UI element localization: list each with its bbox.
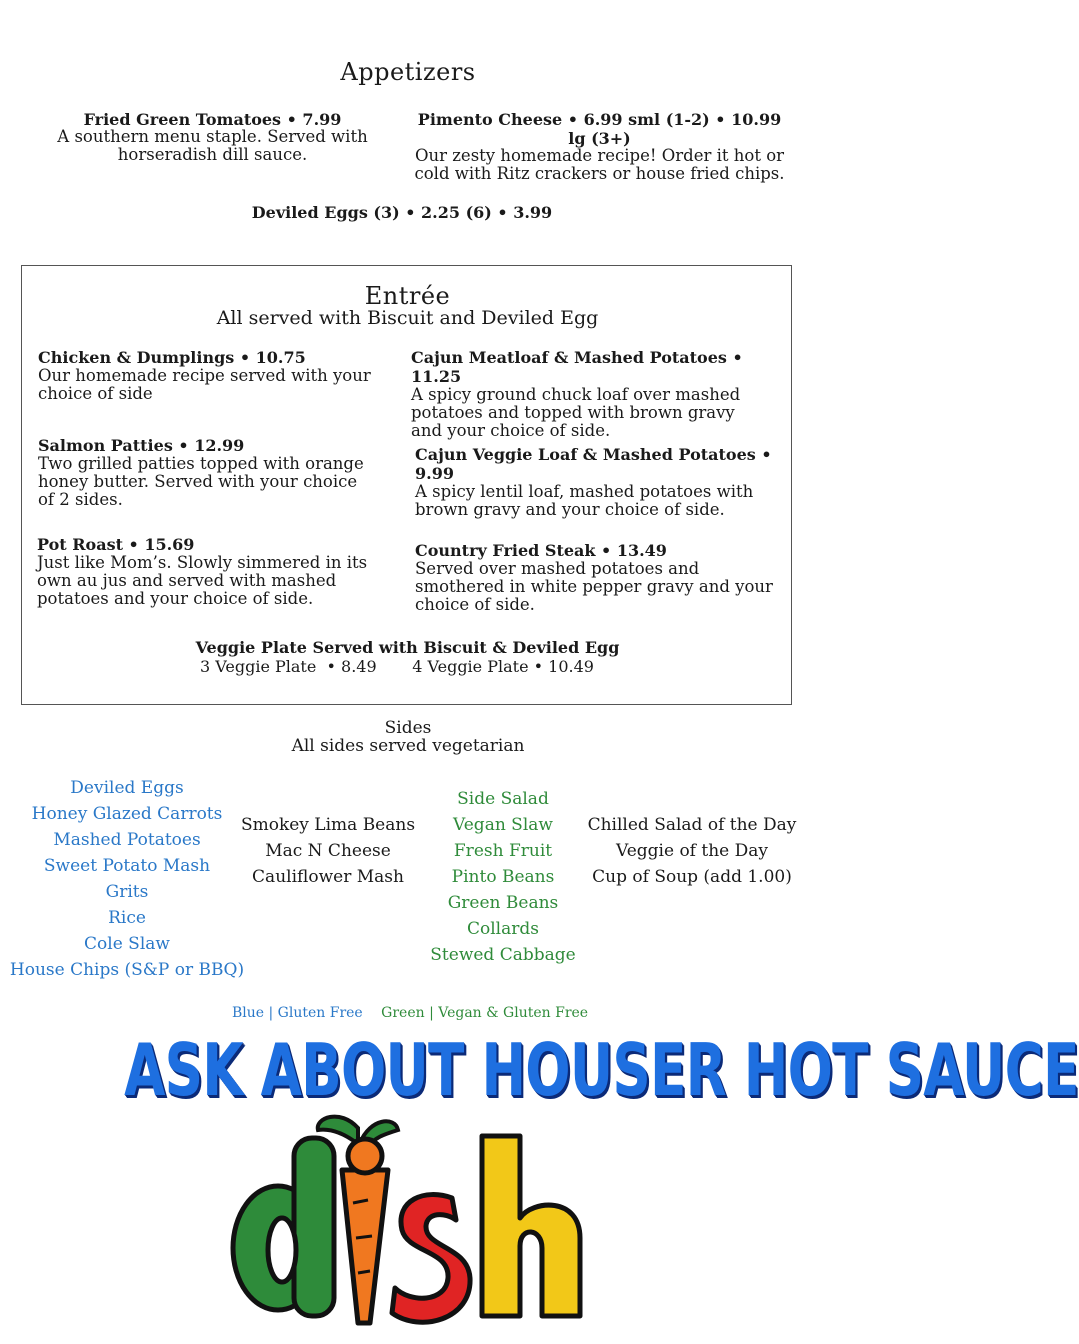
entree-item bbox=[38, 348, 388, 403]
logo-letter-s bbox=[392, 1195, 470, 1323]
item-name: Country Fried Steak • 13.49 bbox=[415, 541, 667, 560]
sides-heading: Sides bbox=[384, 718, 432, 738]
veggie-plate-title: Veggie Plate Served with Biscuit & Deviled Egg bbox=[195, 638, 620, 657]
side-item: Cole Slaw bbox=[84, 934, 170, 954]
item-description: Our homemade recipe served with your choice of side bbox=[38, 366, 371, 403]
entree-item bbox=[37, 535, 377, 608]
side-item: Veggie of the Day bbox=[616, 841, 768, 861]
side-item: Cup of Soup (add 1.00) bbox=[592, 867, 792, 887]
side-item: Vegan Slaw bbox=[453, 815, 553, 835]
side-item: Deviled Eggs bbox=[70, 778, 184, 798]
legend-green: Green | Vegan & Gluten Free bbox=[381, 1005, 589, 1021]
entree-item bbox=[415, 445, 783, 519]
logo-letter-d bbox=[233, 1138, 334, 1316]
item-description: Two grilled patties topped with orange honey butter. Served with your choice of 2 sides. bbox=[38, 454, 364, 509]
entree-heading: Entrée bbox=[364, 282, 451, 310]
side-item: Cauliflower Mash bbox=[252, 867, 404, 887]
sides-column-gluten-free bbox=[8, 775, 246, 983]
sides-column-vegetarian bbox=[230, 812, 426, 890]
entree-item bbox=[415, 541, 783, 614]
side-item: Mashed Potatoes bbox=[53, 830, 201, 850]
hot-sauce-banner: ASK ABOUT HOUSER HOT SAUCE bbox=[124, 1028, 1079, 1112]
side-item: Rice bbox=[108, 908, 146, 928]
entree-item bbox=[411, 348, 766, 440]
item-name: Fried Green Tomatoes • 7.99 bbox=[83, 110, 342, 129]
sides-column-vegan bbox=[418, 786, 588, 968]
entree-section bbox=[21, 265, 792, 705]
item-name: Chicken & Dumplings • 10.75 bbox=[38, 348, 306, 367]
side-item: Side Salad bbox=[457, 789, 549, 809]
side-item: Collards bbox=[467, 919, 539, 939]
appetizer-item bbox=[412, 110, 787, 183]
entree-item bbox=[38, 436, 378, 509]
item-name: Salmon Patties • 12.99 bbox=[38, 436, 245, 455]
side-item: Grits bbox=[105, 882, 149, 902]
item-name: Pimento Cheese • 6.99 sml (1-2) • 10.99 lg (3+) bbox=[417, 110, 782, 148]
appetizer-item bbox=[40, 110, 385, 164]
appetizers-heading: Appetizers bbox=[340, 58, 476, 86]
legend-blue: Blue | Gluten Free bbox=[232, 1005, 363, 1021]
item-description: Just like Mom’s. Slowly simmered in its own au jus and served with mashed potatoes and your choice of side. bbox=[37, 553, 368, 608]
sides-subheading: All sides served vegetarian bbox=[291, 736, 525, 756]
item-name: Cajun Meatloaf & Mashed Potatoes • 11.25 bbox=[411, 348, 743, 386]
side-item: Green Beans bbox=[447, 893, 559, 913]
side-item: Chilled Salad of the Day bbox=[587, 815, 797, 835]
side-item: Mac N Cheese bbox=[265, 841, 391, 861]
item-description: A spicy ground chuck loaf over mashed potatoes and topped with brown gravy and your choice of side. bbox=[411, 385, 741, 440]
side-item: Sweet Potato Mash bbox=[43, 856, 211, 876]
dish-logo bbox=[220, 1108, 590, 1334]
side-item: Smokey Lima Beans bbox=[240, 815, 416, 835]
item-description: Our zesty homemade recipe! Order it hot or cold with Ritz crackers or house fried chips. bbox=[414, 146, 785, 183]
veggie-plate-prices: 3 Veggie Plate • 8.49 4 Veggie Plate • 10.49 bbox=[200, 657, 594, 676]
legend bbox=[232, 1005, 588, 1021]
item-description: A southern menu staple. Served with horseradish dill sauce. bbox=[57, 127, 368, 164]
side-item: Fresh Fruit bbox=[453, 841, 553, 861]
sides-column-daily bbox=[586, 812, 798, 890]
item-name: Pot Roast • 15.69 bbox=[37, 535, 195, 554]
side-item: Pinto Beans bbox=[451, 867, 555, 887]
side-item: House Chips (S&P or BBQ) bbox=[9, 960, 245, 980]
item-description: Served over mashed potatoes and smothered in white pepper gravy and your choice of side. bbox=[415, 559, 773, 614]
entree-subheading: All served with Biscuit and Deviled Egg bbox=[216, 307, 599, 329]
logo-letter-h bbox=[482, 1136, 580, 1316]
side-item: Honey Glazed Carrots bbox=[31, 804, 223, 824]
item-name: Cajun Veggie Loaf & Mashed Potatoes • 9.99 bbox=[415, 445, 772, 483]
item-description: A spicy lentil loaf, mashed potatoes with brown gravy and your choice of side. bbox=[415, 482, 754, 519]
deviled-eggs-item: Deviled Eggs (3) • 2.25 (6) • 3.99 bbox=[251, 203, 553, 222]
side-item: Stewed Cabbage bbox=[430, 945, 576, 965]
